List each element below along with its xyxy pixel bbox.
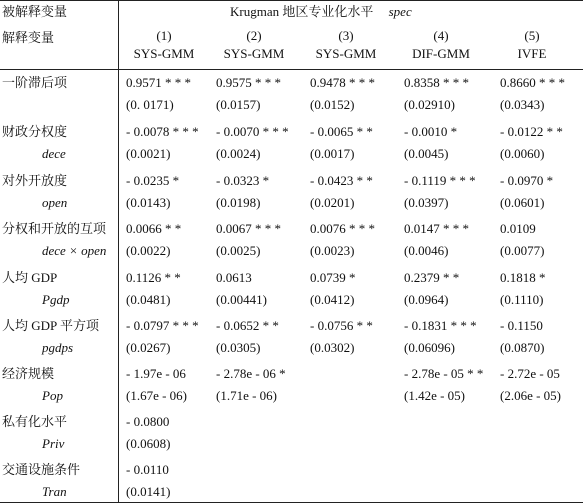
column-number: (4) [433, 28, 449, 43]
standard-error-cell: (0.1110) [500, 292, 544, 307]
coefficient-cell: 0.1818 * [500, 270, 546, 285]
standard-error-cell: (0.0157) [216, 97, 261, 112]
coefficient-cell: - 2.78e - 06 * [216, 366, 286, 381]
coefficient-cell: - 0.0078 * * * [126, 124, 199, 139]
coefficient-cell: 0.0067 * * * [216, 221, 281, 236]
standard-error-cell: (0.0481) [126, 292, 171, 307]
coefficient-cell: - 0.0797 * * * [126, 318, 199, 333]
row-label: 人均 GDP 平方项 [2, 318, 100, 333]
coefficient-cell: - 0.0122 * * [500, 124, 563, 139]
column-method: SYS-GMM [223, 46, 285, 61]
standard-error-cell: (0.0152) [310, 97, 355, 112]
row-variable-name: Pop [42, 388, 63, 403]
coefficient-cell: - 0.0110 [126, 462, 169, 477]
coefficient-cell: - 0.0323 * [216, 173, 270, 188]
standard-error-cell: (0.0870) [500, 340, 545, 355]
standard-error-cell: (0.0201) [310, 195, 355, 210]
standard-error-cell: (0.0022) [126, 243, 171, 258]
row-label: 私有化水平 [2, 414, 68, 429]
coefficient-cell: 0.2379 * * [404, 270, 460, 285]
row-label: 一阶滞后项 [2, 75, 68, 90]
coefficient-cell: - 0.0800 [126, 414, 170, 429]
table-title [230, 4, 412, 20]
row-variable-name: pgdps [42, 340, 74, 355]
coefficient-cell: 0.0739 * [310, 270, 356, 285]
column-method: IVFE [517, 46, 547, 61]
row-label: 分权和开放的互项 [2, 221, 107, 236]
standard-error-cell: (0.0608) [126, 436, 171, 451]
coefficient-cell: 0.0147 * * * [404, 221, 469, 236]
row-label: 人均 GDP [2, 270, 58, 285]
row-variable-name: Priv [42, 436, 65, 451]
row-label: 财政分权度 [2, 124, 68, 139]
row-label: 对外开放度 [2, 173, 68, 188]
coefficient-cell: - 0.1119 * * * [404, 173, 476, 188]
standard-error-cell: (1.67e - 06) [126, 388, 188, 403]
top-rule [0, 0, 583, 1]
standard-error-cell: (0.0024) [216, 146, 261, 161]
column-method: SYS-GMM [133, 46, 195, 61]
column-method: DIF-GMM [412, 46, 470, 61]
standard-error-cell: (1.42e - 05) [404, 388, 466, 403]
standard-error-cell: (0.02910) [404, 97, 455, 112]
standard-error-cell: (0. 0171) [126, 97, 174, 112]
standard-error-cell: (0.0343) [500, 97, 545, 112]
standard-error-cell: (0.06096) [404, 340, 455, 355]
coefficient-cell: 0.0066 * * [126, 221, 182, 236]
coefficient-cell: - 0.0756 * * [310, 318, 373, 333]
row-variable-name: open [42, 195, 68, 210]
standard-error-cell: (0.0025) [216, 243, 261, 258]
coefficient-cell: - 0.0652 * * [216, 318, 279, 333]
standard-error-cell: (0.0601) [500, 195, 545, 210]
column-number: (2) [246, 28, 262, 43]
row-label: 交通设施条件 [2, 462, 81, 477]
table-title-text: Krugman 地区专业化水平 [230, 4, 374, 19]
coefficient-cell: - 0.1831 * * * [404, 318, 477, 333]
standard-error-cell: (0.00441) [216, 292, 267, 307]
standard-error-cell: (0.0143) [126, 195, 171, 210]
coefficient-cell: - 0.0065 * * [310, 124, 373, 139]
row-variable-name: Pgdp [42, 292, 70, 307]
standard-error-cell: (0.0077) [500, 243, 545, 258]
standard-error-cell: (0.0023) [310, 243, 355, 258]
coefficient-cell: - 2.72e - 05 [500, 366, 560, 381]
label-column-divider [118, 0, 119, 503]
coefficient-cell: - 0.1150 [500, 318, 543, 333]
standard-error-cell: (0.0397) [404, 195, 449, 210]
row-variable-name: dece × open [42, 243, 107, 258]
coefficient-cell: 0.0076 * * * [310, 221, 375, 236]
row-variable-name: Tran [42, 484, 67, 499]
coefficient-cell: - 2.78e - 05 * * [404, 366, 484, 381]
coefficient-cell: - 0.0970 * [500, 173, 554, 188]
standard-error-cell: (0.0060) [500, 146, 545, 161]
standard-error-cell: (2.06e - 05) [500, 388, 562, 403]
standard-error-cell: (0.0141) [126, 484, 171, 499]
standard-error-cell: (0.0045) [404, 146, 449, 161]
coefficient-cell: - 0.0423 * * [310, 173, 373, 188]
coefficient-cell: - 0.0070 * * * [216, 124, 289, 139]
table-title-variable: spec [388, 4, 412, 19]
column-number: (3) [338, 28, 354, 43]
coefficient-cell: 0.0613 [216, 270, 252, 285]
explanatory-variable-label: 解释变量 [2, 30, 55, 45]
standard-error-cell: (0.0046) [404, 243, 449, 258]
coefficient-cell: 0.1126 * * [126, 270, 181, 285]
standard-error-cell: (0.0017) [310, 146, 355, 161]
standard-error-cell: (0.0021) [126, 146, 171, 161]
column-number: (5) [524, 28, 540, 43]
column-number: (1) [156, 28, 172, 43]
standard-error-cell: (0.0267) [126, 340, 171, 355]
dependent-variable-label: 被解释变量 [2, 4, 68, 19]
standard-error-cell: (1.71e - 06) [216, 388, 278, 403]
coefficient-cell: 0.8358 * * * [404, 75, 469, 90]
row-label: 经济规模 [2, 366, 55, 381]
standard-error-cell: (0.0198) [216, 195, 261, 210]
coefficient-cell: 0.9571 * * * [126, 75, 191, 90]
standard-error-cell: (0.0964) [404, 292, 449, 307]
coefficient-cell: 0.9575 * * * [216, 75, 281, 90]
coefficient-cell: - 1.97e - 06 [126, 366, 186, 381]
coefficient-cell: 0.9478 * * * [310, 75, 375, 90]
row-variable-name: dece [42, 146, 66, 161]
column-method: SYS-GMM [315, 46, 377, 61]
standard-error-cell: (0.0305) [216, 340, 261, 355]
standard-error-cell: (0.0412) [310, 292, 355, 307]
coefficient-cell: 0.0109 [500, 221, 536, 236]
coefficient-cell: - 0.0010 * [404, 124, 458, 139]
header-rule [0, 69, 583, 70]
standard-error-cell: (0.0302) [310, 340, 355, 355]
coefficient-cell: - 0.0235 * [126, 173, 180, 188]
coefficient-cell: 0.8660 * * * [500, 75, 565, 90]
